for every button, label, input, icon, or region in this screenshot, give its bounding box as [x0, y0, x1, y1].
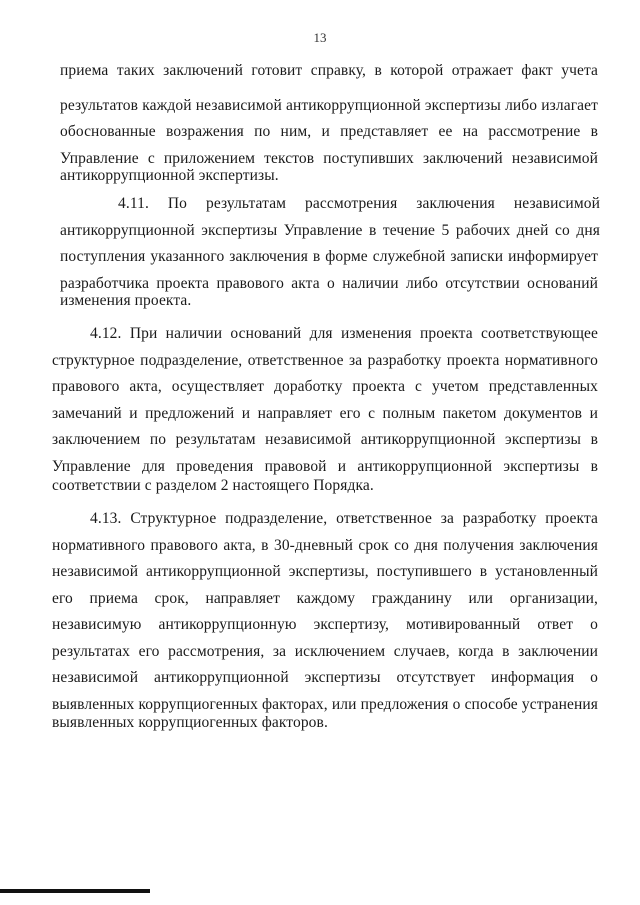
text-line: Управление с приложением текстов поступивших заключений независимой	[60, 150, 598, 167]
text-line: его приема срок, направляет каждому гражданину или организации,	[52, 590, 598, 607]
text-line: замечаний и предложений и направляет его с полным пакетом документов и	[52, 405, 598, 422]
text-line: Управление для проведения правовой и антикоррупционной экспертизы в	[52, 458, 598, 475]
text-line: 4.11. По результатам рассмотрения заключения независимой	[118, 195, 600, 212]
text-line: выявленных коррупциогенных факторах, или предложения о способе устранения	[52, 696, 598, 713]
text-line: структурное подразделение, ответственное за разработку проекта нормативного	[52, 352, 598, 369]
text-line: разработчика проекта правового акта о наличии либо отсутствии оснований	[60, 275, 598, 292]
text-line: правового акта, осуществляет доработку проекта с учетом представленных	[52, 378, 598, 395]
text-line: обоснованные возражения по ним, и представляет ее на рассмотрение в	[60, 123, 598, 140]
text-line: независимой антикоррупционной экспертизы, поступившего в установленный	[52, 563, 598, 580]
text-line: результатов каждой независимой антикоррупционной экспертизы либо излагает	[60, 97, 598, 114]
bottom-rule	[0, 889, 150, 893]
text-line: заключением по результатам независимой антикоррупционной экспертизы в	[52, 431, 598, 448]
text-line: антикоррупционной экспертизы.	[60, 167, 279, 184]
text-line: соответствии с разделом 2 настоящего Порядка.	[52, 477, 374, 494]
text-line: нормативного правового акта, в 30-дневный срок со дня получения заключения	[52, 537, 598, 554]
page-number: 13	[313, 30, 327, 45]
text-line: независимую антикоррупционную экспертизу, мотивированный ответ о	[52, 616, 598, 633]
text-line: результатах его рассмотрения, за исключением случаев, когда в заключении	[52, 643, 598, 660]
text-line: 4.12. При наличии оснований для изменения проекта соответствующее	[90, 325, 598, 342]
text-line: независимой антикоррупционной экспертизы отсутствует информация о	[52, 669, 598, 686]
text-line: антикоррупционной экспертизы Управление в течение 5 рабочих дней со дня	[60, 222, 600, 239]
text-line: поступления указанного заключения в форме служебной записки информирует	[60, 248, 598, 265]
text-line: 4.13. Структурное подразделение, ответственное за разработку проекта	[90, 510, 598, 527]
text-line: выявленных коррупциогенных факторов.	[52, 714, 328, 731]
text-line: изменения проекта.	[60, 292, 192, 309]
text-line: приема таких заключений готовит справку, в которой отражает факт учета	[60, 62, 598, 79]
